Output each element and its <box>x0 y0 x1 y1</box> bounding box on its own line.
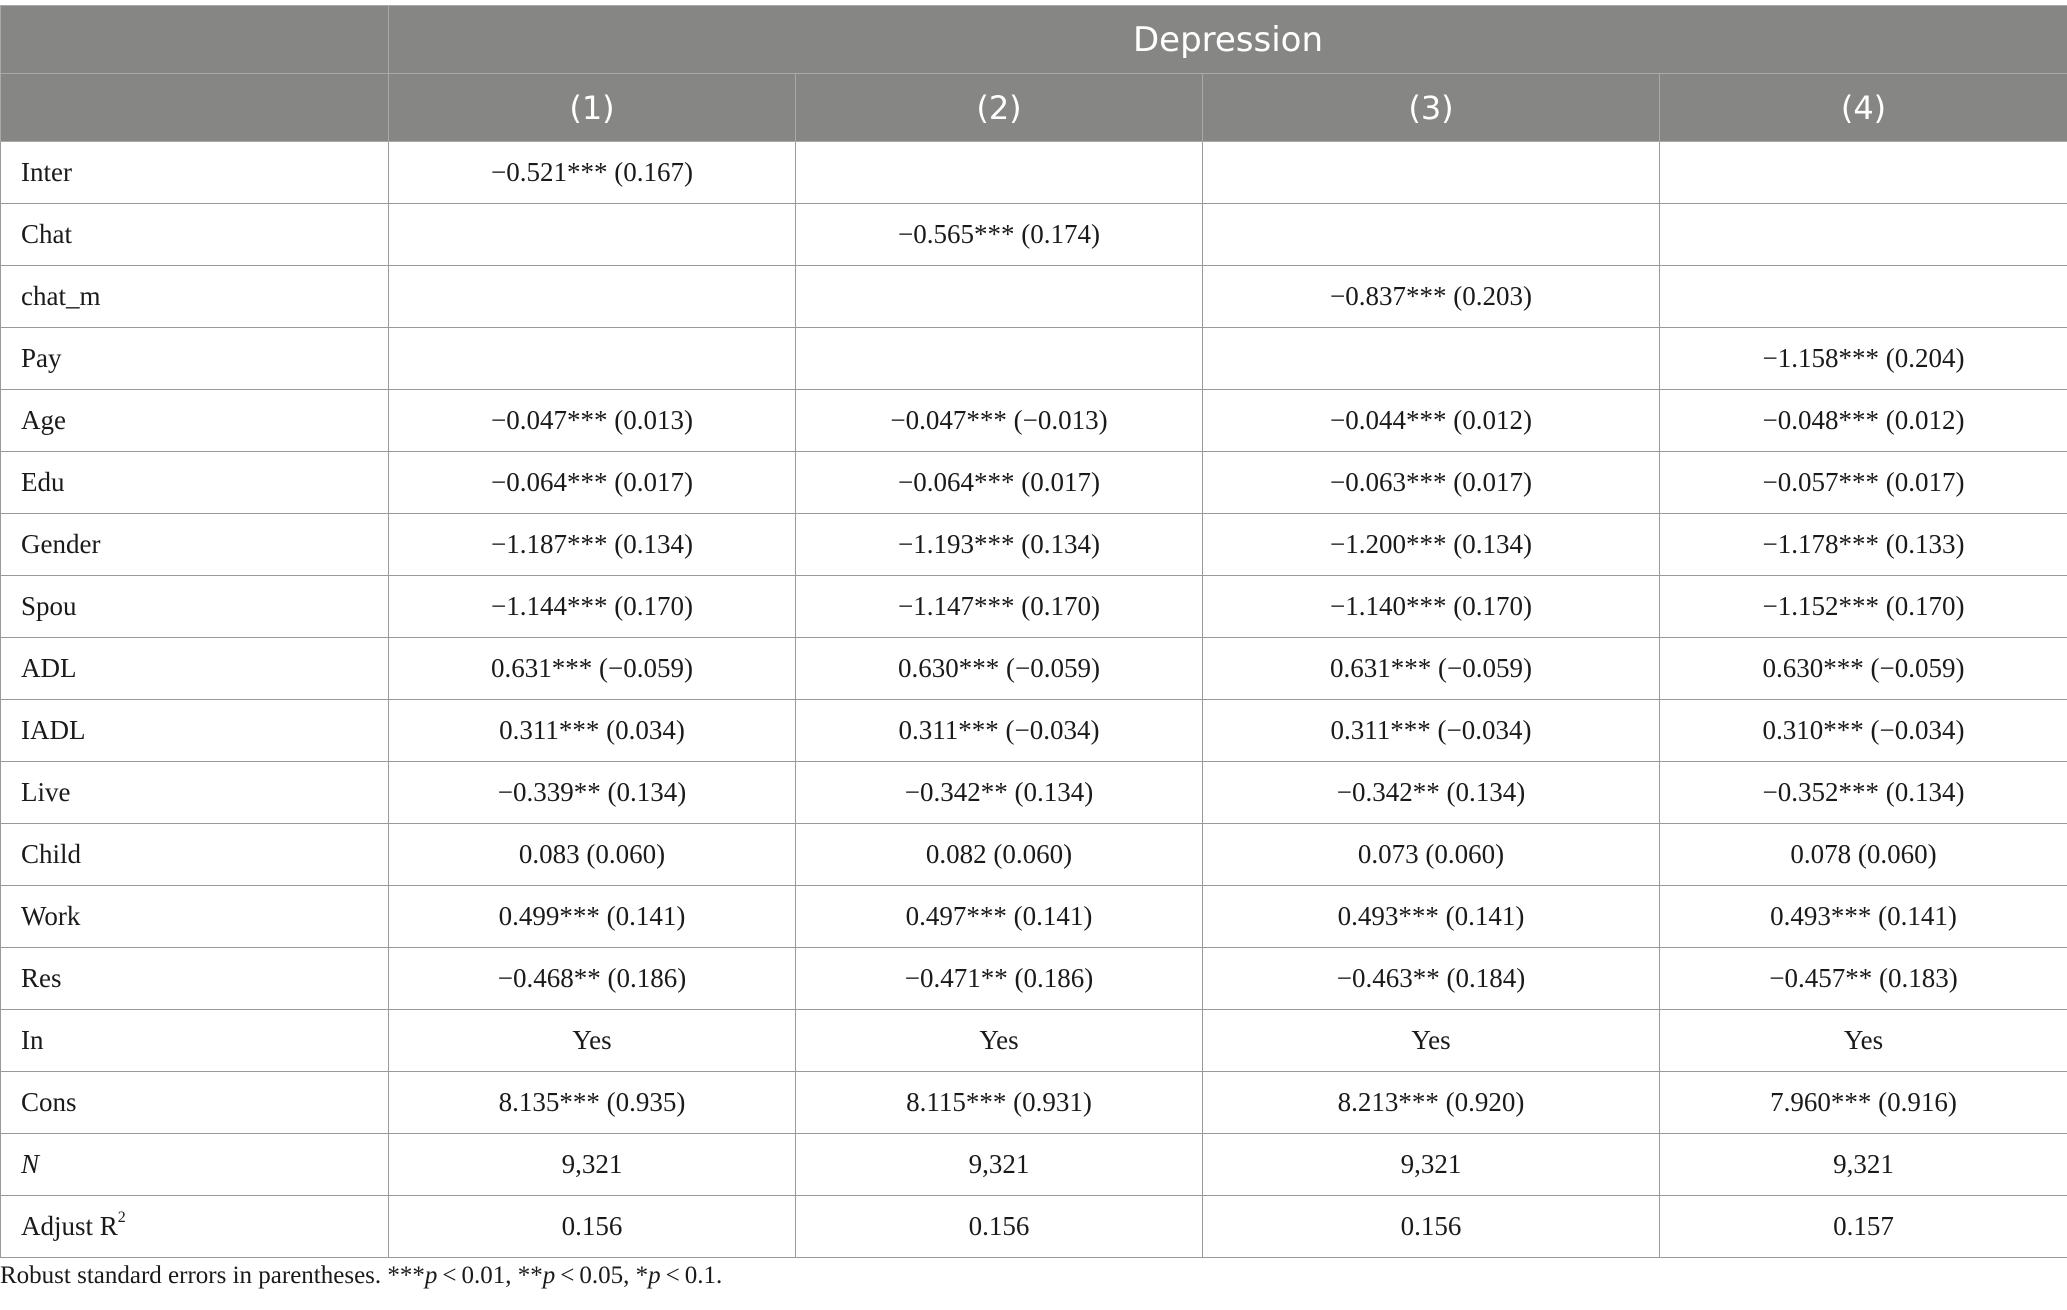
row-label: Live <box>1 762 389 824</box>
table-cell: 0.493*** (0.141) <box>1660 886 2067 948</box>
p-symbol: p <box>648 1262 661 1289</box>
table-cell: 9,321 <box>389 1134 796 1196</box>
table-row <box>1 700 2067 762</box>
table-cell: −1.158*** (0.204) <box>1660 328 2067 390</box>
table-cell <box>1660 204 2067 266</box>
table-cell: 0.499*** (0.141) <box>389 886 796 948</box>
table-cell <box>1203 204 1660 266</box>
row-label: Cons <box>1 1072 389 1134</box>
table-cell: 0.311*** (−0.034) <box>1203 700 1660 762</box>
row-label: Age <box>1 390 389 452</box>
table-cell: 8.115*** (0.931) <box>796 1072 1203 1134</box>
table-cell: Yes <box>1660 1010 2067 1072</box>
table-cell: 0.311*** (−0.034) <box>796 700 1203 762</box>
column-header-2: (2) <box>796 74 1203 142</box>
row-label: Res <box>1 948 389 1010</box>
header-corner-cell-2 <box>1 74 389 142</box>
table-cell: 8.135*** (0.935) <box>389 1072 796 1134</box>
header-corner-cell <box>1 6 389 74</box>
table-row <box>1 576 2067 638</box>
table-cell: 0.073 (0.060) <box>1203 824 1660 886</box>
table-row <box>1 514 2067 576</box>
table-cell <box>1203 142 1660 204</box>
table-cell: −0.047*** (0.013) <box>389 390 796 452</box>
table-cell <box>389 328 796 390</box>
table-body <box>1 142 2067 1258</box>
row-label: Child <box>1 824 389 886</box>
r-squared-superscript: 2 <box>117 1209 126 1226</box>
table-row-adjust-r2 <box>1 1196 2067 1258</box>
table-cell <box>389 204 796 266</box>
footnote-threshold-3: < 0.1. <box>660 1262 723 1289</box>
table-cell: −1.200*** (0.134) <box>1203 514 1660 576</box>
footnote-threshold-1: < 0.01, ** <box>437 1262 543 1289</box>
table-cell: 0.082 (0.060) <box>796 824 1203 886</box>
header-row-group <box>1 6 2067 74</box>
row-label: In <box>1 1010 389 1072</box>
table-cell: −1.187*** (0.134) <box>389 514 796 576</box>
table-cell <box>1203 328 1660 390</box>
table-cell: 0.631*** (−0.059) <box>1203 638 1660 700</box>
table-cell: −0.342** (0.134) <box>796 762 1203 824</box>
table-cell: −0.047*** (−0.013) <box>796 390 1203 452</box>
table-row <box>1 1134 2067 1196</box>
table-cell: 0.157 <box>1660 1196 2067 1258</box>
table-row <box>1 1010 2067 1072</box>
table-row <box>1 762 2067 824</box>
table-cell: −0.044*** (0.012) <box>1203 390 1660 452</box>
table-cell: −1.144*** (0.170) <box>389 576 796 638</box>
table-cell: −1.147*** (0.170) <box>796 576 1203 638</box>
p-symbol: p <box>542 1262 556 1289</box>
table-cell: −0.463** (0.184) <box>1203 948 1660 1010</box>
adjust-r-label: Adjust R <box>21 1211 118 1241</box>
table-cell <box>796 266 1203 328</box>
table-cell: 0.083 (0.060) <box>389 824 796 886</box>
dependent-variable-header: Depression <box>389 6 2067 74</box>
table-cell: 9,321 <box>796 1134 1203 1196</box>
table-cell <box>389 266 796 328</box>
table-row <box>1 390 2067 452</box>
table-cell: −0.048*** (0.012) <box>1660 390 2067 452</box>
table-cell: −0.339** (0.134) <box>389 762 796 824</box>
table-cell: 7.960*** (0.916) <box>1660 1072 2067 1134</box>
table-row <box>1 638 2067 700</box>
table-cell: 0.497*** (0.141) <box>796 886 1203 948</box>
table-cell: −0.057*** (0.017) <box>1660 452 2067 514</box>
table-cell: 0.493*** (0.141) <box>1203 886 1660 948</box>
row-label: Spou <box>1 576 389 638</box>
table-cell: 0.311*** (0.034) <box>389 700 796 762</box>
table-cell: Yes <box>796 1010 1203 1072</box>
table-cell: 0.156 <box>389 1196 796 1258</box>
row-label: N <box>1 1134 389 1196</box>
table-cell: −0.064*** (0.017) <box>796 452 1203 514</box>
column-header-3: (3) <box>1203 74 1660 142</box>
row-label: Work <box>1 886 389 948</box>
table-cell: −0.064*** (0.017) <box>389 452 796 514</box>
table-cell: −1.193*** (0.134) <box>796 514 1203 576</box>
row-label: Edu <box>1 452 389 514</box>
table-cell: −0.342** (0.134) <box>1203 762 1660 824</box>
table-cell: 0.156 <box>796 1196 1203 1258</box>
table-cell: −1.178*** (0.133) <box>1660 514 2067 576</box>
row-label: ADL <box>1 638 389 700</box>
table-cell: −0.837*** (0.203) <box>1203 266 1660 328</box>
table-cell: −0.565*** (0.174) <box>796 204 1203 266</box>
table-cell: −0.063*** (0.017) <box>1203 452 1660 514</box>
p-symbol: p <box>424 1262 438 1289</box>
table-cell: 8.213*** (0.920) <box>1203 1072 1660 1134</box>
row-label: Pay <box>1 328 389 390</box>
table-cell: 0.156 <box>1203 1196 1660 1258</box>
footnote-prefix: Robust standard errors in parentheses. *** <box>0 1262 425 1289</box>
table-row <box>1 948 2067 1010</box>
table-row <box>1 204 2067 266</box>
table-row <box>1 142 2067 204</box>
table-cell: 0.078 (0.060) <box>1660 824 2067 886</box>
table-cell <box>796 142 1203 204</box>
table-cell: −0.468** (0.186) <box>389 948 796 1010</box>
header-row-columns <box>1 74 2067 142</box>
table-cell: 9,321 <box>1203 1134 1660 1196</box>
column-header-1: (1) <box>389 74 796 142</box>
table-cell: 0.630*** (−0.059) <box>796 638 1203 700</box>
table-cell: −1.140*** (0.170) <box>1203 576 1660 638</box>
table-cell: −0.352*** (0.134) <box>1660 762 2067 824</box>
table-cell: −0.457** (0.183) <box>1660 948 2067 1010</box>
regression-table <box>0 5 2067 1258</box>
row-label: chat_m <box>1 266 389 328</box>
row-label <box>1 1196 389 1258</box>
table-row <box>1 824 2067 886</box>
table-row <box>1 1072 2067 1134</box>
table-cell: 0.631*** (−0.059) <box>389 638 796 700</box>
table-cell: Yes <box>389 1010 796 1072</box>
table-cell <box>1660 142 2067 204</box>
table-cell: 9,321 <box>1660 1134 2067 1196</box>
row-label: IADL <box>1 700 389 762</box>
table-cell <box>796 328 1203 390</box>
table-cell: −0.521*** (0.167) <box>389 142 796 204</box>
regression-table-container <box>0 5 2067 1258</box>
table-cell: −0.471** (0.186) <box>796 948 1203 1010</box>
table-row <box>1 886 2067 948</box>
table-row <box>1 328 2067 390</box>
table-cell <box>1660 266 2067 328</box>
table-cell: 0.310*** (−0.034) <box>1660 700 2067 762</box>
table-row <box>1 452 2067 514</box>
column-header-4: (4) <box>1660 74 2067 142</box>
footnote-threshold-2: < 0.05, * <box>555 1262 649 1289</box>
table-cell: Yes <box>1203 1010 1660 1072</box>
table-cell: 0.630*** (−0.059) <box>1660 638 2067 700</box>
table-row <box>1 266 2067 328</box>
table-cell: −1.152*** (0.170) <box>1660 576 2067 638</box>
row-label: Gender <box>1 514 389 576</box>
table-footnote <box>0 1262 722 1290</box>
row-label: Chat <box>1 204 389 266</box>
row-label: Inter <box>1 142 389 204</box>
